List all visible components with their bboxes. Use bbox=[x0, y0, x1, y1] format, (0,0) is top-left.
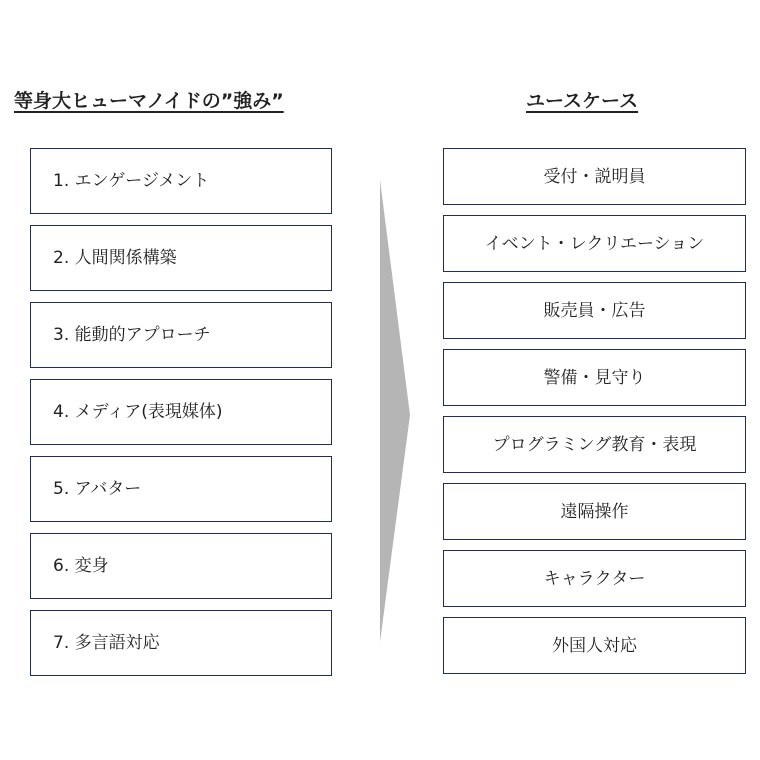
strength-item-4: 4. メディア(表現媒体) bbox=[30, 379, 332, 445]
strength-item-7: 7. 多言語対応 bbox=[30, 610, 332, 676]
use-case-item-1: 受付・説明員 bbox=[443, 148, 746, 205]
strength-item-1: 1. エンゲージメント bbox=[30, 148, 332, 214]
strength-item-2: 2. 人間関係構築 bbox=[30, 225, 332, 291]
arrow-shape bbox=[380, 180, 410, 642]
strengths-heading: 等身大ヒューマノイドの”強み” bbox=[14, 90, 284, 112]
strength-item-5: 5. アバター bbox=[30, 456, 332, 522]
use-case-item-7: キャラクター bbox=[443, 550, 746, 607]
strength-item-3: 3. 能動的アプローチ bbox=[30, 302, 332, 368]
arrow-connector-icon bbox=[370, 180, 420, 650]
use-cases-list bbox=[443, 148, 746, 674]
use-case-item-5: プログラミング教育・表現 bbox=[443, 416, 746, 473]
strengths-list bbox=[30, 148, 332, 676]
use-case-item-2: イベント・レクリエーション bbox=[443, 215, 746, 272]
use-case-item-4: 警備・見守り bbox=[443, 349, 746, 406]
strength-item-6: 6. 変身 bbox=[30, 533, 332, 599]
use-case-item-6: 遠隔操作 bbox=[443, 483, 746, 540]
use-case-item-8: 外国人対応 bbox=[443, 617, 746, 674]
use-cases-heading: ユースケース bbox=[526, 90, 639, 112]
use-case-item-3: 販売員・広告 bbox=[443, 282, 746, 339]
